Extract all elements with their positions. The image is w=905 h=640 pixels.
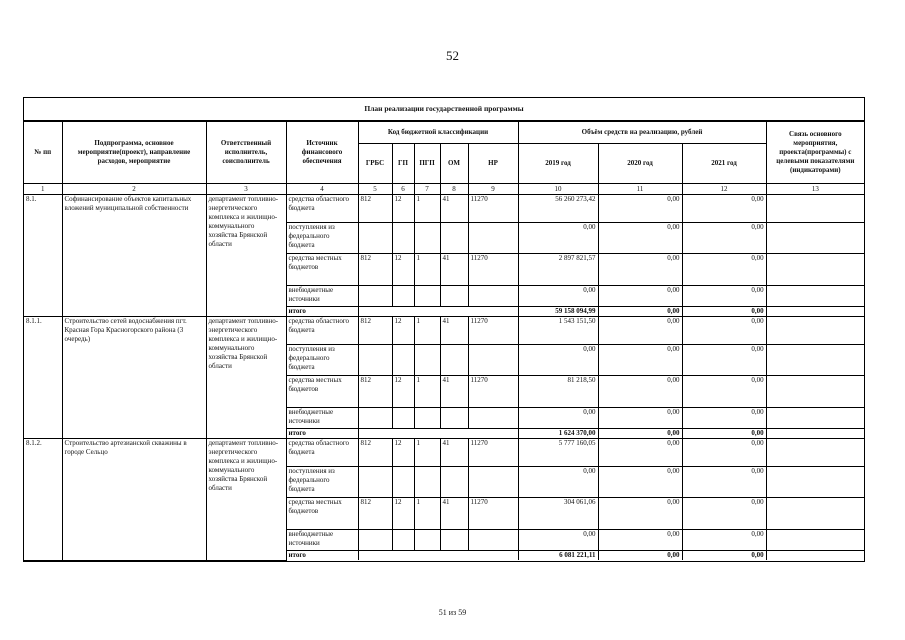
code-pgp: [414, 530, 440, 551]
column-numbers-row: [24, 184, 864, 195]
code-gp: 12: [392, 439, 414, 467]
total-2019: 6 081 221,11: [518, 551, 598, 561]
indicator-link: [766, 317, 864, 345]
amount-2020: 0,00: [598, 195, 682, 223]
amount-2019: 0,00: [518, 345, 598, 376]
code-grbs: 812: [358, 195, 392, 223]
amount-2021: 0,00: [682, 376, 766, 408]
column-number: 11: [598, 184, 682, 195]
code-om: 41: [440, 376, 468, 408]
code-om: [440, 408, 468, 429]
total-label: итого: [286, 307, 358, 317]
column-number: 6: [392, 184, 414, 195]
code-grbs: [358, 223, 392, 254]
total-2020: 0,00: [598, 551, 682, 561]
code-om: [440, 345, 468, 376]
total-link: [766, 429, 864, 439]
funding-source: поступления из федерального бюджета: [286, 467, 358, 498]
column-number: 9: [468, 184, 518, 195]
code-om: [440, 286, 468, 307]
code-grbs: 812: [358, 498, 392, 530]
code-grbs: 812: [358, 439, 392, 467]
total-label: итого: [286, 551, 358, 561]
amount-2021: 0,00: [682, 195, 766, 223]
header-name: Подпрограмма, основное мероприятие(проект), направление расходов, мероприятие: [62, 122, 206, 184]
header-grbs: ГРБС: [358, 144, 392, 184]
amount-2020: 0,00: [598, 223, 682, 254]
code-np: 11270: [468, 195, 518, 223]
header-responsible: Ответственный исполнитель, соисполнитель: [206, 122, 286, 184]
header-gp: ГП: [392, 144, 414, 184]
header-source: Источник финансового обеспечения: [286, 122, 358, 184]
funding-source: средства местных бюджетов: [286, 376, 358, 408]
amount-2019: 5 777 160,05: [518, 439, 598, 467]
code-om: [440, 223, 468, 254]
amount-2019: 56 260 273,42: [518, 195, 598, 223]
page-footer: 51 из 59: [438, 608, 467, 617]
funding-source: средства областного бюджета: [286, 317, 358, 345]
table-title: План реализации государственной программы: [24, 98, 864, 121]
amount-2020: 0,00: [598, 530, 682, 551]
code-om: 41: [440, 195, 468, 223]
code-pgp: [414, 467, 440, 498]
code-pgp: 1: [414, 498, 440, 530]
code-gp: [392, 467, 414, 498]
code-gp: 12: [392, 498, 414, 530]
code-pgp: [414, 286, 440, 307]
funding-source: внебюджетные источники: [286, 530, 358, 551]
amount-2020: 0,00: [598, 439, 682, 467]
code-grbs: 812: [358, 254, 392, 286]
code-np: 11270: [468, 498, 518, 530]
indicator-link: [766, 439, 864, 467]
header-np: НР: [468, 144, 518, 184]
amount-2021: 0,00: [682, 408, 766, 429]
code-pgp: [414, 345, 440, 376]
activity-name: Строительство артезианской скважины в городе Сельцо: [62, 439, 206, 561]
indicator-link: [766, 223, 864, 254]
total-2021: 0,00: [682, 551, 766, 561]
column-number: 4: [286, 184, 358, 195]
amount-2020: 0,00: [598, 254, 682, 286]
responsible-executor: департамент топливно-энергетического комплекса и жилищно-коммунального хозяйства Брянской области: [206, 317, 286, 439]
code-np: [468, 530, 518, 551]
column-number: 13: [766, 184, 864, 195]
row-number: 8.1.2.: [24, 439, 62, 561]
total-2020: 0,00: [598, 307, 682, 317]
amount-2020: 0,00: [598, 345, 682, 376]
column-number: 8: [440, 184, 468, 195]
funding-source: внебюджетные источники: [286, 408, 358, 429]
code-grbs: 812: [358, 317, 392, 345]
row-number: 8.1.1.: [24, 317, 62, 439]
indicator-link: [766, 498, 864, 530]
table-row: [24, 317, 864, 345]
page-number: 52: [446, 48, 459, 63]
code-gp: 12: [392, 376, 414, 408]
total-codes: [358, 307, 518, 317]
code-np: 11270: [468, 439, 518, 467]
amount-2019: 0,00: [518, 223, 598, 254]
indicator-link: [766, 408, 864, 429]
code-grbs: [358, 286, 392, 307]
code-grbs: 812: [358, 376, 392, 408]
indicator-link: [766, 195, 864, 223]
column-number: 5: [358, 184, 392, 195]
indicator-link: [766, 530, 864, 551]
code-pgp: 1: [414, 195, 440, 223]
total-2019: 1 624 370,00: [518, 429, 598, 439]
code-om: 41: [440, 439, 468, 467]
column-number: 2: [62, 184, 206, 195]
code-gp: [392, 223, 414, 254]
header-budget-code: Код бюджетной классификации: [358, 122, 518, 144]
amount-2021: 0,00: [682, 467, 766, 498]
code-np: [468, 467, 518, 498]
amount-2019: 81 218,50: [518, 376, 598, 408]
code-np: [468, 223, 518, 254]
table-row: [24, 195, 864, 223]
amount-2019: 0,00: [518, 286, 598, 307]
header-om: ОМ: [440, 144, 468, 184]
total-link: [766, 307, 864, 317]
header-2019: 2019 год: [518, 144, 598, 184]
amount-2021: 0,00: [682, 317, 766, 345]
code-pgp: 1: [414, 376, 440, 408]
amount-2019: 0,00: [518, 467, 598, 498]
indicator-link: [766, 376, 864, 408]
indicator-link: [766, 467, 864, 498]
code-om: 41: [440, 254, 468, 286]
column-number: 7: [414, 184, 440, 195]
responsible-executor: департамент топливно-энергетического комплекса и жилищно-коммунального хозяйства Брянской области: [206, 439, 286, 561]
amount-2020: 0,00: [598, 498, 682, 530]
funding-source: средства местных бюджетов: [286, 254, 358, 286]
code-gp: [392, 286, 414, 307]
code-np: 11270: [468, 376, 518, 408]
amount-2021: 0,00: [682, 498, 766, 530]
activity-name: Строительство сетей водоснабжения пгт. Красная Гора Красногорского района (3 очередь): [62, 317, 206, 439]
table-body: [24, 195, 864, 561]
code-np: 11270: [468, 254, 518, 286]
total-link: [766, 551, 864, 561]
code-gp: [392, 345, 414, 376]
column-number: 12: [682, 184, 766, 195]
amount-2020: 0,00: [598, 467, 682, 498]
amount-2021: 0,00: [682, 530, 766, 551]
amount-2021: 0,00: [682, 345, 766, 376]
code-pgp: 1: [414, 439, 440, 467]
row-number: 8.1.: [24, 195, 62, 317]
amount-2019: 1 543 151,50: [518, 317, 598, 345]
amount-2019: 0,00: [518, 408, 598, 429]
amount-2021: 0,00: [682, 286, 766, 307]
column-number: 10: [518, 184, 598, 195]
code-grbs: [358, 345, 392, 376]
total-2019: 59 158 094,99: [518, 307, 598, 317]
funding-source: поступления из федерального бюджета: [286, 345, 358, 376]
amount-2021: 0,00: [682, 223, 766, 254]
table-row: [24, 439, 864, 467]
responsible-executor: департамент топливно-энергетического комплекса и жилищно-коммунального хозяйства Брянской области: [206, 195, 286, 317]
code-pgp: [414, 223, 440, 254]
funding-source: поступления из федерального бюджета: [286, 223, 358, 254]
indicator-link: [766, 286, 864, 307]
header-volume: Объём средств на реализацию, рублей: [518, 122, 766, 144]
code-pgp: 1: [414, 254, 440, 286]
code-np: 11270: [468, 317, 518, 345]
amount-2021: 0,00: [682, 439, 766, 467]
header-num: № пп: [24, 122, 62, 184]
total-2021: 0,00: [682, 307, 766, 317]
header-2020: 2020 год: [598, 144, 682, 184]
amount-2020: 0,00: [598, 317, 682, 345]
total-label: итого: [286, 429, 358, 439]
amount-2021: 0,00: [682, 254, 766, 286]
total-codes: [358, 551, 518, 561]
code-pgp: 1: [414, 317, 440, 345]
amount-2019: 2 897 821,57: [518, 254, 598, 286]
code-om: [440, 530, 468, 551]
funding-source: внебюджетные источники: [286, 286, 358, 307]
code-om: 41: [440, 498, 468, 530]
header-2021: 2021 год: [682, 144, 766, 184]
funding-source: средства местных бюджетов: [286, 498, 358, 530]
code-np: [468, 408, 518, 429]
code-grbs: [358, 530, 392, 551]
column-number: 3: [206, 184, 286, 195]
code-gp: [392, 530, 414, 551]
total-codes: [358, 429, 518, 439]
total-2021: 0,00: [682, 429, 766, 439]
indicator-link: [766, 254, 864, 286]
code-np: [468, 345, 518, 376]
code-pgp: [414, 408, 440, 429]
header-link: Связь основного мероприятия, проекта(программы) с целевыми показателями (индикаторами): [766, 122, 864, 184]
budget-table-sheet: [23, 97, 865, 562]
total-2020: 0,00: [598, 429, 682, 439]
code-gp: 12: [392, 317, 414, 345]
code-np: [468, 286, 518, 307]
amount-2019: 304 061,06: [518, 498, 598, 530]
code-gp: [392, 408, 414, 429]
amount-2020: 0,00: [598, 286, 682, 307]
code-gp: 12: [392, 254, 414, 286]
code-grbs: [358, 408, 392, 429]
indicator-link: [766, 345, 864, 376]
code-grbs: [358, 467, 392, 498]
header-pgp: ПГП: [414, 144, 440, 184]
amount-2020: 0,00: [598, 408, 682, 429]
activity-name: Софинансирование объектов капитальных вложений муниципальной собственности: [62, 195, 206, 317]
column-number: 1: [24, 184, 62, 195]
amount-2019: 0,00: [518, 530, 598, 551]
code-om: 41: [440, 317, 468, 345]
amount-2020: 0,00: [598, 376, 682, 408]
budget-table: [24, 121, 864, 561]
code-gp: 12: [392, 195, 414, 223]
code-om: [440, 467, 468, 498]
funding-source: средства областного бюджета: [286, 195, 358, 223]
funding-source: средства областного бюджета: [286, 439, 358, 467]
